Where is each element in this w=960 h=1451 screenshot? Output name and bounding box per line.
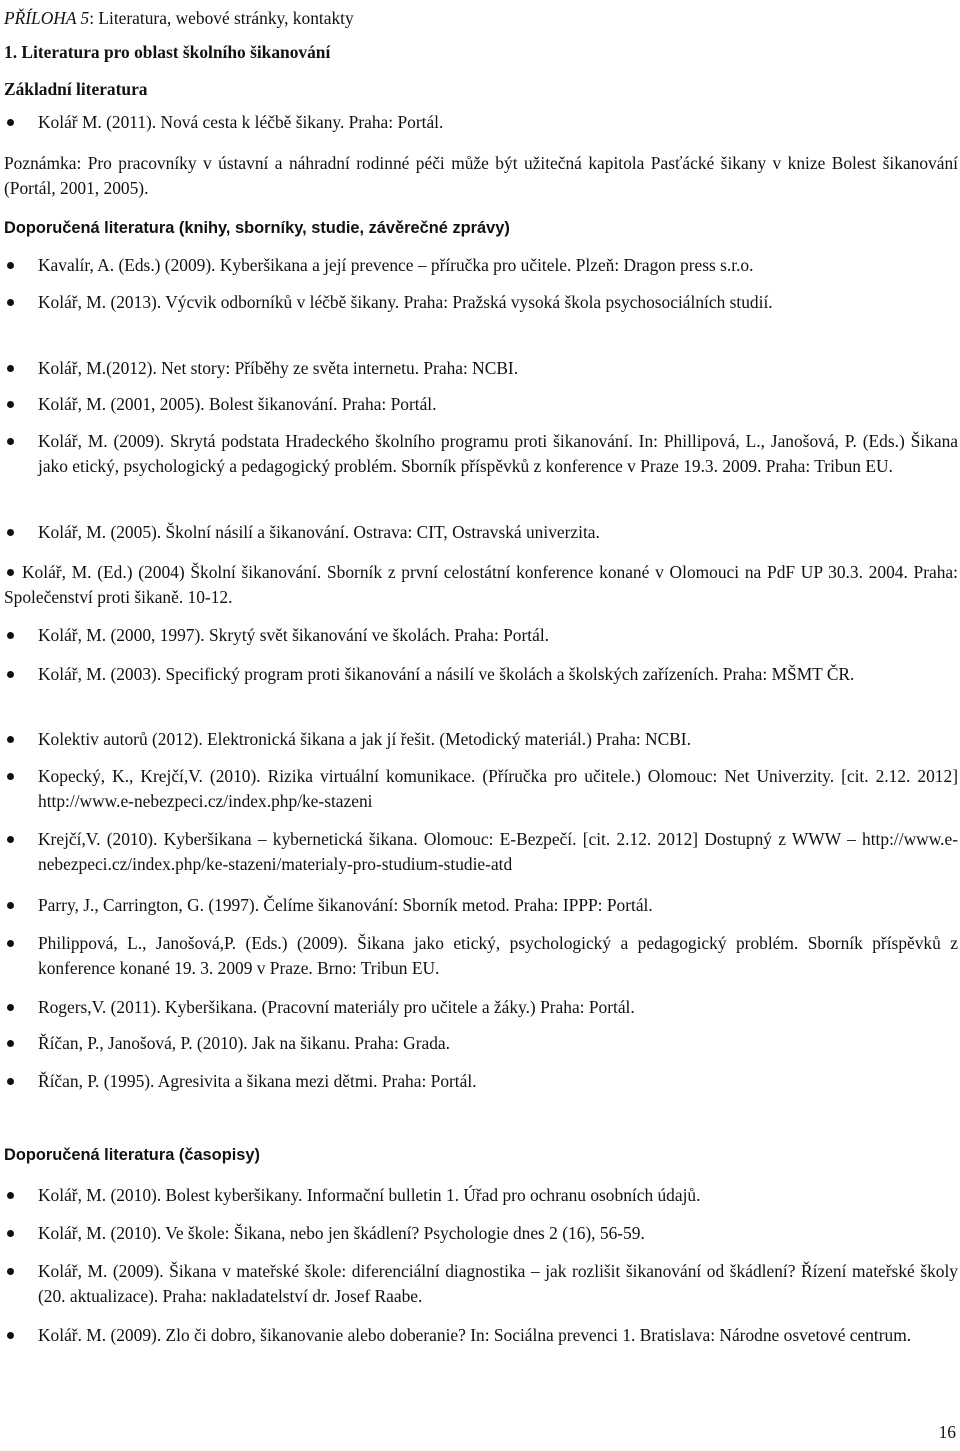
list-item: [38, 1069, 958, 1094]
list-item-text: Kolář, M. (2009). Šikana v mateřské škole: diferenciální diagnostika – jak rozlišit šikanování od škádlení? Řízení mateřské školy (20. aktualizace). Praha: nakladatelství dr. Josef Raabe.: [38, 1261, 958, 1306]
subheading-basic-literature: Základní literatura: [4, 79, 148, 99]
bullet-icon: [7, 902, 14, 909]
appendix-title-prefix: PŘÍLOHA 5: [4, 8, 90, 28]
list-item-text: Kolář, M. (2003). Specifický program proti šikanování a násilí ve školách a školských zařízeních. Praha: MŠMT ČR.: [38, 664, 855, 684]
appendix-title-suffix: : Literatura, webové stránky, kontakty: [89, 8, 354, 28]
list-item-text: Philippová, L., Janošová,P. (Eds.) (2009). Šikana jako etický, psychologický a pedagogický problém. Sborník příspěvků z konference konané 19. 3. 2009 v Praze. Brno: Tribun EU.: [38, 933, 958, 978]
bullet-icon: [7, 1268, 14, 1275]
bullet-icon: [7, 940, 14, 947]
list-item-text: Kavalír, A. (Eds.) (2009). Kyberšikana a její prevence – příručka pro učitele. Plzeň: Dragon press s.r.o.: [38, 255, 754, 275]
list-item-text: Říčan, P., Janošová, P. (2010). Jak na šikanu. Praha: Grada.: [38, 1033, 450, 1053]
list-item-basic: [38, 110, 958, 135]
list-item-text: Krejčí,V. (2010). Kyberšikana – kybernetická šikana. Olomouc: E-Bezpečí. [cit. 2.12. 2012] Dostupný z WWW – http://www.e-nebezpeci.cz/index.php/ke-stazeni/materialy-pro-studium-studie-atd: [38, 829, 958, 874]
subheading-recommended-books: Doporučená literatura (knihy, sborníky, studie, závěrečné zprávy): [4, 219, 510, 237]
list-item: [38, 253, 958, 278]
bullet-icon: [7, 401, 14, 408]
list-item: [38, 931, 958, 980]
list-item: [38, 290, 958, 315]
subheading-recommended-journals: Doporučená literatura (časopisy): [4, 1146, 260, 1164]
bullet-icon: [7, 1332, 14, 1339]
list-item-text: Kolář, M.(2012). Net story: Příběhy ze světa internetu. Praha: NCBI.: [38, 358, 519, 378]
list-item: [38, 1183, 958, 1208]
bullet-icon: [7, 1078, 14, 1085]
list-item-text: Kolář, M. (2005). Školní násilí a šikanování. Ostrava: CIT, Ostravská univerzita.: [38, 522, 600, 542]
list-item: [38, 662, 958, 687]
list-item: [38, 995, 958, 1020]
list-item-text: Parry, J., Carrington, G. (1997). Čelíme šikanování: Sborník metod. Praha: IPPP: Portál.: [38, 895, 653, 915]
list-item: [38, 727, 958, 752]
list-item-text: Kolektiv autorů (2012). Elektronická šikana a jak jí řešit. (Metodický materiál.) Praha: NCBI.: [38, 729, 691, 749]
list-item: [38, 1221, 958, 1246]
list-item-text: Kolář, M. (2009). Skrytá podstata Hradeckého školního programu proti šikanování. In: Phillipová, L., Janošová, P. (Eds.) Šikana jako etický, psychologický a pedagogický problém. Sborník příspěvků z konference v Praze 19.3. 2009. Praha: Tribun EU.: [38, 431, 958, 476]
list-item-text: Kolář. M. (2009). Zlo či dobro, šikanovanie alebo doberanie? In: Sociálna prevenci 1. Bratislava: Národne osvetové centrum.: [38, 1325, 912, 1345]
appendix-title: [4, 6, 354, 31]
bullet-icon: [7, 671, 14, 678]
list-item: [38, 764, 958, 813]
bullet-icon: [7, 438, 14, 445]
bullet-icon: [7, 529, 14, 536]
list-item: [38, 827, 958, 876]
bullet-icon: [7, 365, 14, 372]
bullet-icon: [7, 1040, 14, 1047]
list-item: [38, 356, 958, 381]
list-item-text: Kolář, M. (2000, 1997). Skrytý svět šikanování ve školách. Praha: Portál.: [38, 625, 550, 645]
note-paragraph: Poznámka: Pro pracovníky v ústavní a náhradní rodinné péči může být užitečná kapitola Pasťácké šikany v knize Bolest šikanování (Portál, 2001, 2005).: [4, 153, 958, 198]
list-item: [38, 429, 958, 478]
bullet-icon: [7, 773, 14, 780]
page-number: 16: [938, 1422, 956, 1443]
list-item-text: Kolář, M. (Ed.) (2004) Školní šikanování. Sborník z první celostátní konference konané v Olomouci na PdF UP 30.3. 2004. Praha: Společenství proti šikaně. 10-12.: [4, 562, 958, 607]
bullet-icon: [7, 632, 14, 639]
bullet-icon: [7, 299, 14, 306]
bullet-icon: [7, 736, 14, 743]
list-item-text: Kolář, M. (2010). Bolest kyberšikany. Informační bulletin 1. Úřad pro ochranu osobních údajů.: [38, 1185, 701, 1205]
list-item: [38, 1323, 958, 1348]
bullet-icon: [7, 1004, 14, 1011]
list-item: [38, 392, 958, 417]
list-item-text: Kolář, M. (2001, 2005). Bolest šikanování. Praha: Portál.: [38, 394, 437, 414]
list-item-text: Rogers,V. (2011). Kyberšikana. (Pracovní materiály pro učitele a žáky.) Praha: Portál.: [38, 997, 635, 1017]
list-item-text: Kolář, M. (2013). Výcvik odborníků v léčbě šikany. Praha: Pražská vysoká škola psychosociálních studií.: [38, 292, 773, 312]
bullet-icon: [7, 569, 14, 576]
list-item-text: Kolář M. (2011). Nová cesta k léčbě šikany. Praha: Portál.: [38, 112, 444, 132]
list-item-text: Kolář, M. (2010). Ve škole: Šikana, nebo jen škádlení? Psychologie dnes 2 (16), 56-59.: [38, 1223, 645, 1243]
bullet-icon: [7, 1192, 14, 1199]
list-item: [38, 520, 958, 545]
list-item: [38, 623, 958, 648]
list-item-text: Kopecký, K., Krejčí,V. (2010). Rizika virtuální komunikace. (Příručka pro učitele.) Olomouc: Net Univerzity. [cit. 2.12. 2012] http://www.e-nebezpeci.cz/index.php/ke-stazeni: [38, 766, 958, 811]
list-item: [4, 560, 958, 609]
bullet-icon: [7, 836, 14, 843]
list-item: [38, 893, 958, 918]
bullet-icon: [7, 119, 14, 126]
list-item: [38, 1259, 958, 1308]
list-item-text: Říčan, P. (1995). Agresivita a šikana mezi dětmi. Praha: Portál.: [38, 1071, 477, 1091]
section-heading-literature: 1. Literatura pro oblast školního šikanování: [4, 42, 331, 62]
list-item: [38, 1031, 958, 1056]
bullet-icon: [7, 1230, 14, 1237]
bullet-icon: [7, 262, 14, 269]
